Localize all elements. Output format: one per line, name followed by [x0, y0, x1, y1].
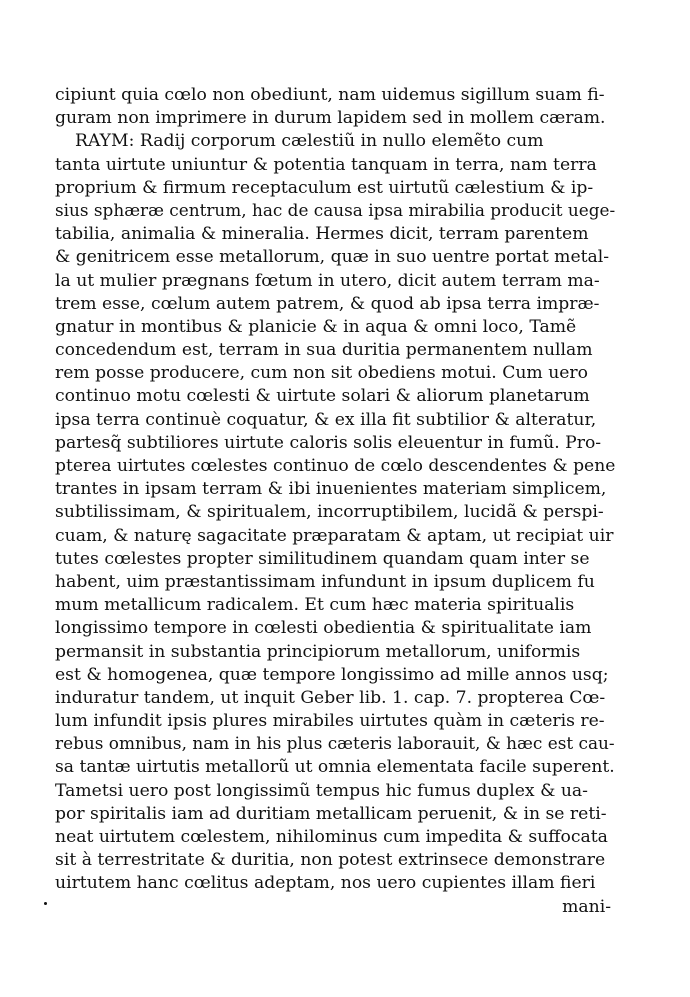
- text-line: tabilia, animalia & mineralia. Hermes dicit, terram parentem: [55, 224, 589, 245]
- text-line: subtilissimam, & spiritualem, incorruptibilem, lucidã & perspi-: [55, 502, 604, 523]
- text-line: rebus omnibus, nam in his plus cæteris laborauit, & hæc est cau-: [55, 734, 615, 755]
- text-line: ipsa terra continuè coquatur, & ex illa fit subtilior & alteratur,: [55, 409, 597, 430]
- text-line: proprium & firmum receptaculum est uirtutũ cælestium & ip-: [55, 177, 594, 198]
- text-line: mum metallicum radicalem. Et cum hæc materia spiritualis: [55, 595, 575, 616]
- text-line: neat uirtutem cœlestem, nihilominus cum impedita & suffocata: [55, 827, 608, 847]
- text-line: habent, uim præstantissimam infundunt in ipsum duplicem fu: [55, 571, 595, 592]
- text-line: tanta uirtute uniuntur & potentia tanquam in terra, nam terra: [55, 154, 597, 175]
- text-line: sa tantæ uirtutis metallorũ ut omnia elementata facile superent.: [55, 757, 615, 778]
- text-line: induratur tandem, ut inquit Geber lib. 1. cap. 7. propterea Cœ-: [55, 687, 606, 708]
- text-line: lum infundit ipsis plures mirabiles uirtutes quàm in cæteris re-: [55, 711, 605, 732]
- text-line: rem posse producere, cum non sit obediens motui. Cum uero: [55, 363, 588, 384]
- text-line: & genitricem esse metallorum, quæ in suo uentre portat metal-: [55, 247, 610, 268]
- text-line: cuam, & naturę sagacitate præparatam & aptam, ut recipiat uir: [55, 525, 614, 546]
- text-line: gnatur in montibus & planicie & in aqua & omni loco, Tamẽ: [55, 316, 577, 337]
- text-line: continuo motu cœlesti & uirtute solari & aliorum planetarum: [55, 386, 590, 407]
- text-line: sius sphæræ centrum, hac de causa ipsa mirabilia producit uege-: [55, 200, 616, 221]
- text-line: la ut mulier prægnans fœtum in utero, dicit autem terram ma-: [55, 270, 600, 291]
- text-line: RAYM: Radij corporum cælestiũ in nullo elemẽto cum: [75, 131, 544, 152]
- text-line: tutes cœlestes propter similitudinem quandam quam inter se: [55, 548, 590, 569]
- text-line: Tametsi uero post longissimũ tempus hic fumus duplex & ua-: [55, 780, 588, 801]
- text-line: est & homogenea, quæ tempore longissimo ad mille annos usq;: [55, 664, 609, 685]
- text-line: por spiritalis iam ad duritiam metallicam peruenit, & in se reti-: [55, 803, 607, 824]
- text-line: uirtutem hanc cœlitus adeptam, nos uero cupientes illam fieri: [55, 873, 596, 894]
- text-line: guram non imprimere in durum lapidem sed in mollem cæram.: [55, 108, 606, 129]
- text-line: cipiunt quia cœlo non obediunt, nam uidemus sigillum suam fi-: [55, 85, 605, 105]
- text-line: sit à terrestritate & duritia, non potest extrinsece demonstrare: [55, 850, 606, 871]
- text-line: concedendum est, terram in sua duritia permanentem nullam: [55, 340, 593, 361]
- text-line: partesq̃ subtiliores uirtute caloris solis eleuentur in fumũ. Pro-: [55, 432, 602, 453]
- text-line: longissimo tempore in cœlesti obedientia & spiritualitate iam: [55, 618, 592, 639]
- margin-dot: [44, 902, 47, 905]
- text-line: trantes in ipsam terram & ibi inuenientes materiam simplicem,: [55, 479, 607, 500]
- text-block: [55, 84, 615, 919]
- text-line: permansit in substantia principiorum metallorum, uniformis: [55, 641, 581, 662]
- catchword: mani-: [562, 896, 611, 917]
- text-line: pterea uirtutes cœlestes continuo de cœlo descendentes & pene: [55, 456, 616, 476]
- text-line: trem esse, cœlum autem patrem, & quod ab ipsa terra impræ-: [55, 293, 600, 314]
